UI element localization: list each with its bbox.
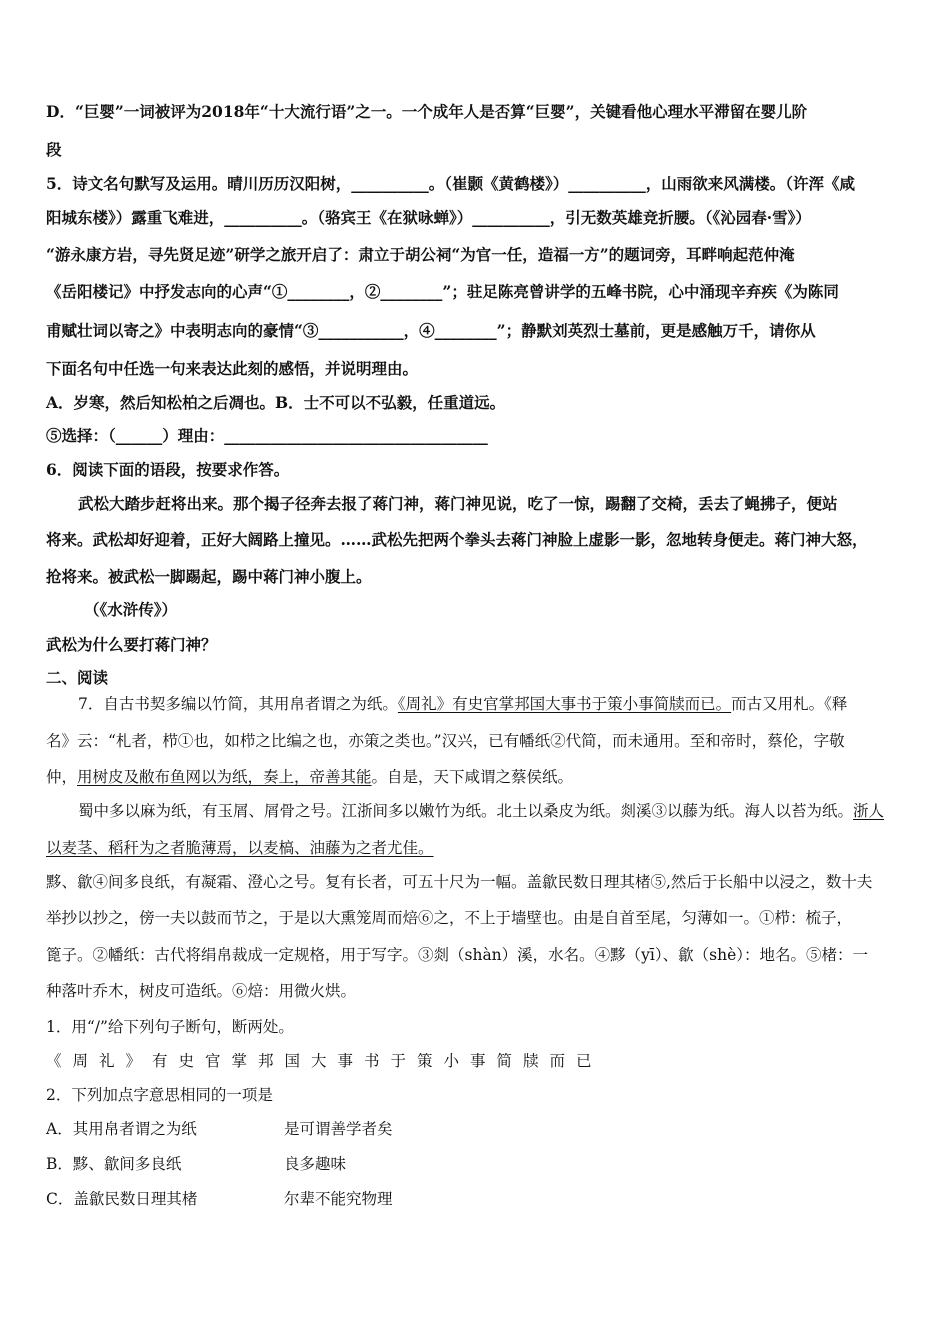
q4-option-d-line2: 段 [46, 140, 62, 159]
q7-p4-a: 蜀中多以麻为纸，有玉屑、屑骨之号。江浙间多以嫩竹为纸。北土以桑皮为纸。剡溪③以藤为纸。海人以苔为纸。 [78, 802, 854, 820]
q7-passage-line3 [46, 767, 573, 787]
sub2-option-b-left: B．黟、歙间多良纸 [46, 1155, 182, 1173]
q5-line2: 阳城东楼》）露重飞难进，__________。（骆宾王《在狱咏蝉》）__________，引无数英雄竞折腰。（《沁园春·雪》） [46, 208, 811, 227]
q7-p3-underlined: 用树皮及敝布鱼网以为纸，奏上，帝善其能 [77, 768, 372, 786]
q5-options: A．岁寒，然后知松柏之后凋也。B．士不可以不弘毅，任重道远。 [46, 393, 506, 412]
q4-option-d-line1: D．“巨婴”一词被评为2018年“十大流行语”之一。一个成年人是否算“巨婴”，关键看他心理水平滞留在婴儿阶 [46, 102, 808, 121]
q6-passage-line3: 抢将来。被武松一脚踢起，踢中蒋门神小腹上。 [46, 567, 372, 586]
sub2-option-c-left: C．盖歙民数日理其楮 [46, 1190, 198, 1208]
q5-line3: “游永康方岩，寻先贤足迹”研学之旅开启了：肃立于胡公祠“为官一任，造福一方”的题词旁，耳畔响起范仲淹 [46, 245, 795, 264]
sub2-title: 2．下列加点字意思相同的一项是 [46, 1086, 273, 1104]
sub2-option-a-right: 是可谓善学者矣 [284, 1120, 393, 1138]
q5-line1: 5．诗文名句默写及运用。晴川历历汉阳树，__________。（崔颢《黄鹤楼》）__________，山雨欲来风满楼。（许浑《咸 [46, 174, 856, 193]
q6-passage-line1: 武松大踏步赶将出来。那个揭子径奔去报了蒋门神，蒋门神见说，吃了一惊，踢翻了交椅，丢去了蝇拂子，便站 [78, 494, 838, 513]
q6-source: （《水浒传》） [84, 600, 178, 619]
q5-line6: 下面名句中任选一句来表达此刻的感悟，并说明理由。 [46, 359, 419, 378]
sub1-sentence: 《周礼》有史官掌邦国大事书于策小事简牍而已 [46, 1052, 603, 1070]
q5-line4: 《岳阳楼记》中抒发志向的心声“①________，②________”；驻足陈亮曾讲学的五峰书院，心中涌现辛弃疾《为陈同 [46, 282, 839, 301]
sub2-option-a-left: A．其用帛者谓之为纸 [46, 1120, 197, 1138]
sub2-option-c-right: 尔辈不能究物理 [284, 1190, 393, 1208]
q7-passage-line8: 篦子。②幡纸：古代将绢帛裁成一定规格，用于写字。③剡（shàn）溪，水名。④黟（yī）、歙（shè）：地名。⑤楮：一 [46, 946, 868, 964]
q7-passage-line4 [78, 801, 884, 821]
q6-title: 6．阅读下面的语段，按要求作答。 [46, 460, 290, 479]
q5-line5: 甫赋壮词以寄之》中表明志向的豪情“③___________，④________”；静默刘英烈士墓前，更是感触万千，请你从 [46, 321, 816, 340]
q7-passage-line7: 举抄以抄之，傍一夫以鼓而节之，于是以大熏笼周而焙⑥之，不上于墙壁也。由是自首至尾，匀薄如一。①栉：梳子， [46, 909, 853, 927]
q6-question: 武松为什么要打蒋门神？ [46, 635, 217, 654]
sub1-title: 1．用“/”给下列句子断句，断两处。 [46, 1018, 294, 1036]
q6-passage-line2: 将来。武松却好迎着，正好大阔路上撞见。……武松先把两个拳头去蒋门神脸上虚影一影，忽地转身便走。蒋门神大怒， [46, 530, 868, 549]
q7-passage-line6: 黟、歙④间多良纸，有凝霜、澄心之号。复有长者，可五十尺为一幅。盖歙民数日理其楮⑤,然后于长船中以浸之，数十夫 [46, 873, 873, 891]
q5-choose-line: ⑤选择：（______）理由：__________________________________ [46, 426, 488, 445]
q7-p4-underlined: 浙人 [853, 802, 885, 820]
q7-p3-a: 仲， [46, 768, 78, 786]
q7-passage-line1 [78, 694, 847, 714]
section-heading-reading: 二、阅读 [46, 668, 109, 687]
sub2-option-b-right: 良多趣味 [284, 1155, 347, 1173]
q7-passage-line2: 名》云：“札者，栉①也，如栉之比编之也，亦策之类也。”汉兴，已有幡纸②代简，而未通用。至和帝时，蔡伦，字敬 [46, 732, 845, 750]
q7-passage-line5: 以麦茎、稻秆为之者脆薄焉，以麦槁、油藤为之者尤佳。 [46, 839, 434, 857]
q7-p1-a: 7．自古书契多编以竹简，其用帛者谓之为纸。 [78, 695, 398, 713]
q7-passage-line9: 种落叶乔木，树皮可造纸。⑥焙：用微火烘。 [46, 982, 357, 1000]
q7-p1-c: 而古又用札。《释 [731, 695, 848, 713]
q7-p1-underlined: 《周礼》有史官掌邦国大事书于策小事简牍而已。 [397, 695, 732, 713]
q7-p3-c: 。自是，天下咸谓之蔡侯纸。 [371, 768, 574, 786]
